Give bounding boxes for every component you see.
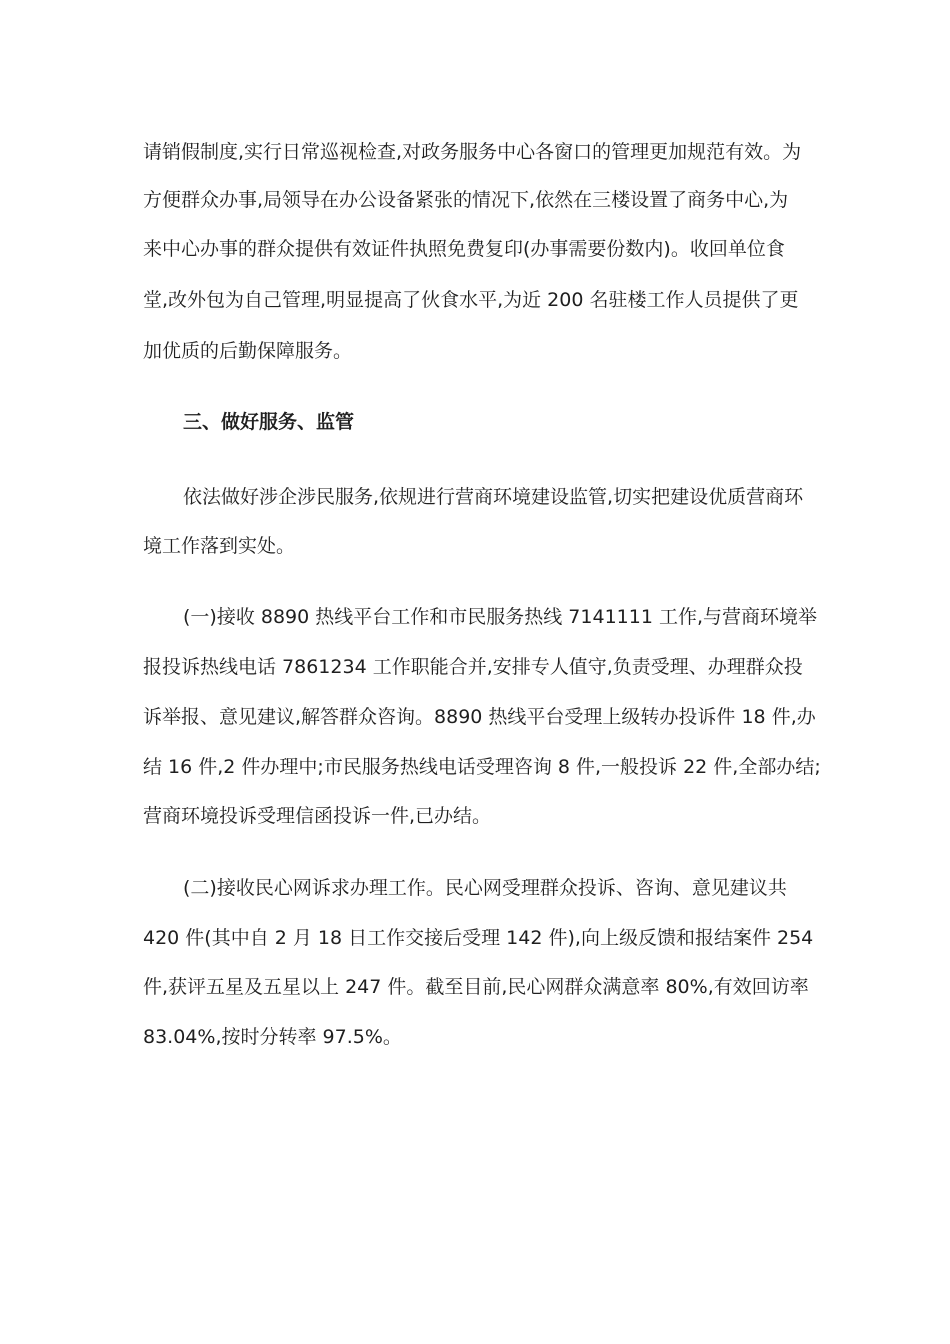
paragraph-line: 加优质的后勤保障服务。 [143,340,353,362]
paragraph-line: (二)接收民心网诉求办理工作。民心网受理群众投诉、咨询、意见建议共 [183,877,787,899]
paragraph-line: (一)接收 8890 热线平台工作和市民服务热线 7141111 工作,与营商环境举 [183,606,817,628]
section-heading: 三、做好服务、监管 [183,411,355,433]
paragraph-line: 结 16 件,2 件办理中;市民服务热线电话受理咨询 8 件,一般投诉 22 件,全部办结; [143,756,821,778]
paragraph-line: 来中心办事的群众提供有效证件执照免费复印(办事需要份数内)。收回单位食 [143,238,785,260]
paragraph-line: 报投诉热线电话 7861234 工作职能合并,安排专人值守,负责受理、办理群众投 [143,656,803,678]
paragraph-line: 堂,改外包为自己管理,明显提高了伙食水平,为近 200 名驻楼工作人员提供了更 [143,289,799,311]
paragraph-line: 件,获评五星及五星以上 247 件。截至目前,民心网群众满意率 80%,有效回访率 [143,976,809,998]
paragraph-line: 依法做好涉企涉民服务,依规进行营商环境建设监管,切实把建设优质营商环 [183,486,804,508]
paragraph-line: 方便群众办事,局领导在办公设备紧张的情况下,依然在三楼设置了商务中心,为 [143,189,789,211]
paragraph-line: 境工作落到实处。 [143,535,296,557]
paragraph-line: 83.04%,按时分转率 97.5%。 [143,1026,402,1048]
paragraph-line: 420 件(其中自 2 月 18 日工作交接后受理 142 件),向上级反馈和报结案件 254 [143,927,814,949]
paragraph-line: 诉举报、意见建议,解答群众咨询。8890 热线平台受理上级转办投诉件 18 件,办 [143,706,816,728]
paragraph-line: 请销假制度,实行日常巡视检查,对政务服务中心各窗口的管理更加规范有效。为 [143,141,802,163]
paragraph-line: 营商环境投诉受理信函投诉一件,已办结。 [143,805,492,827]
